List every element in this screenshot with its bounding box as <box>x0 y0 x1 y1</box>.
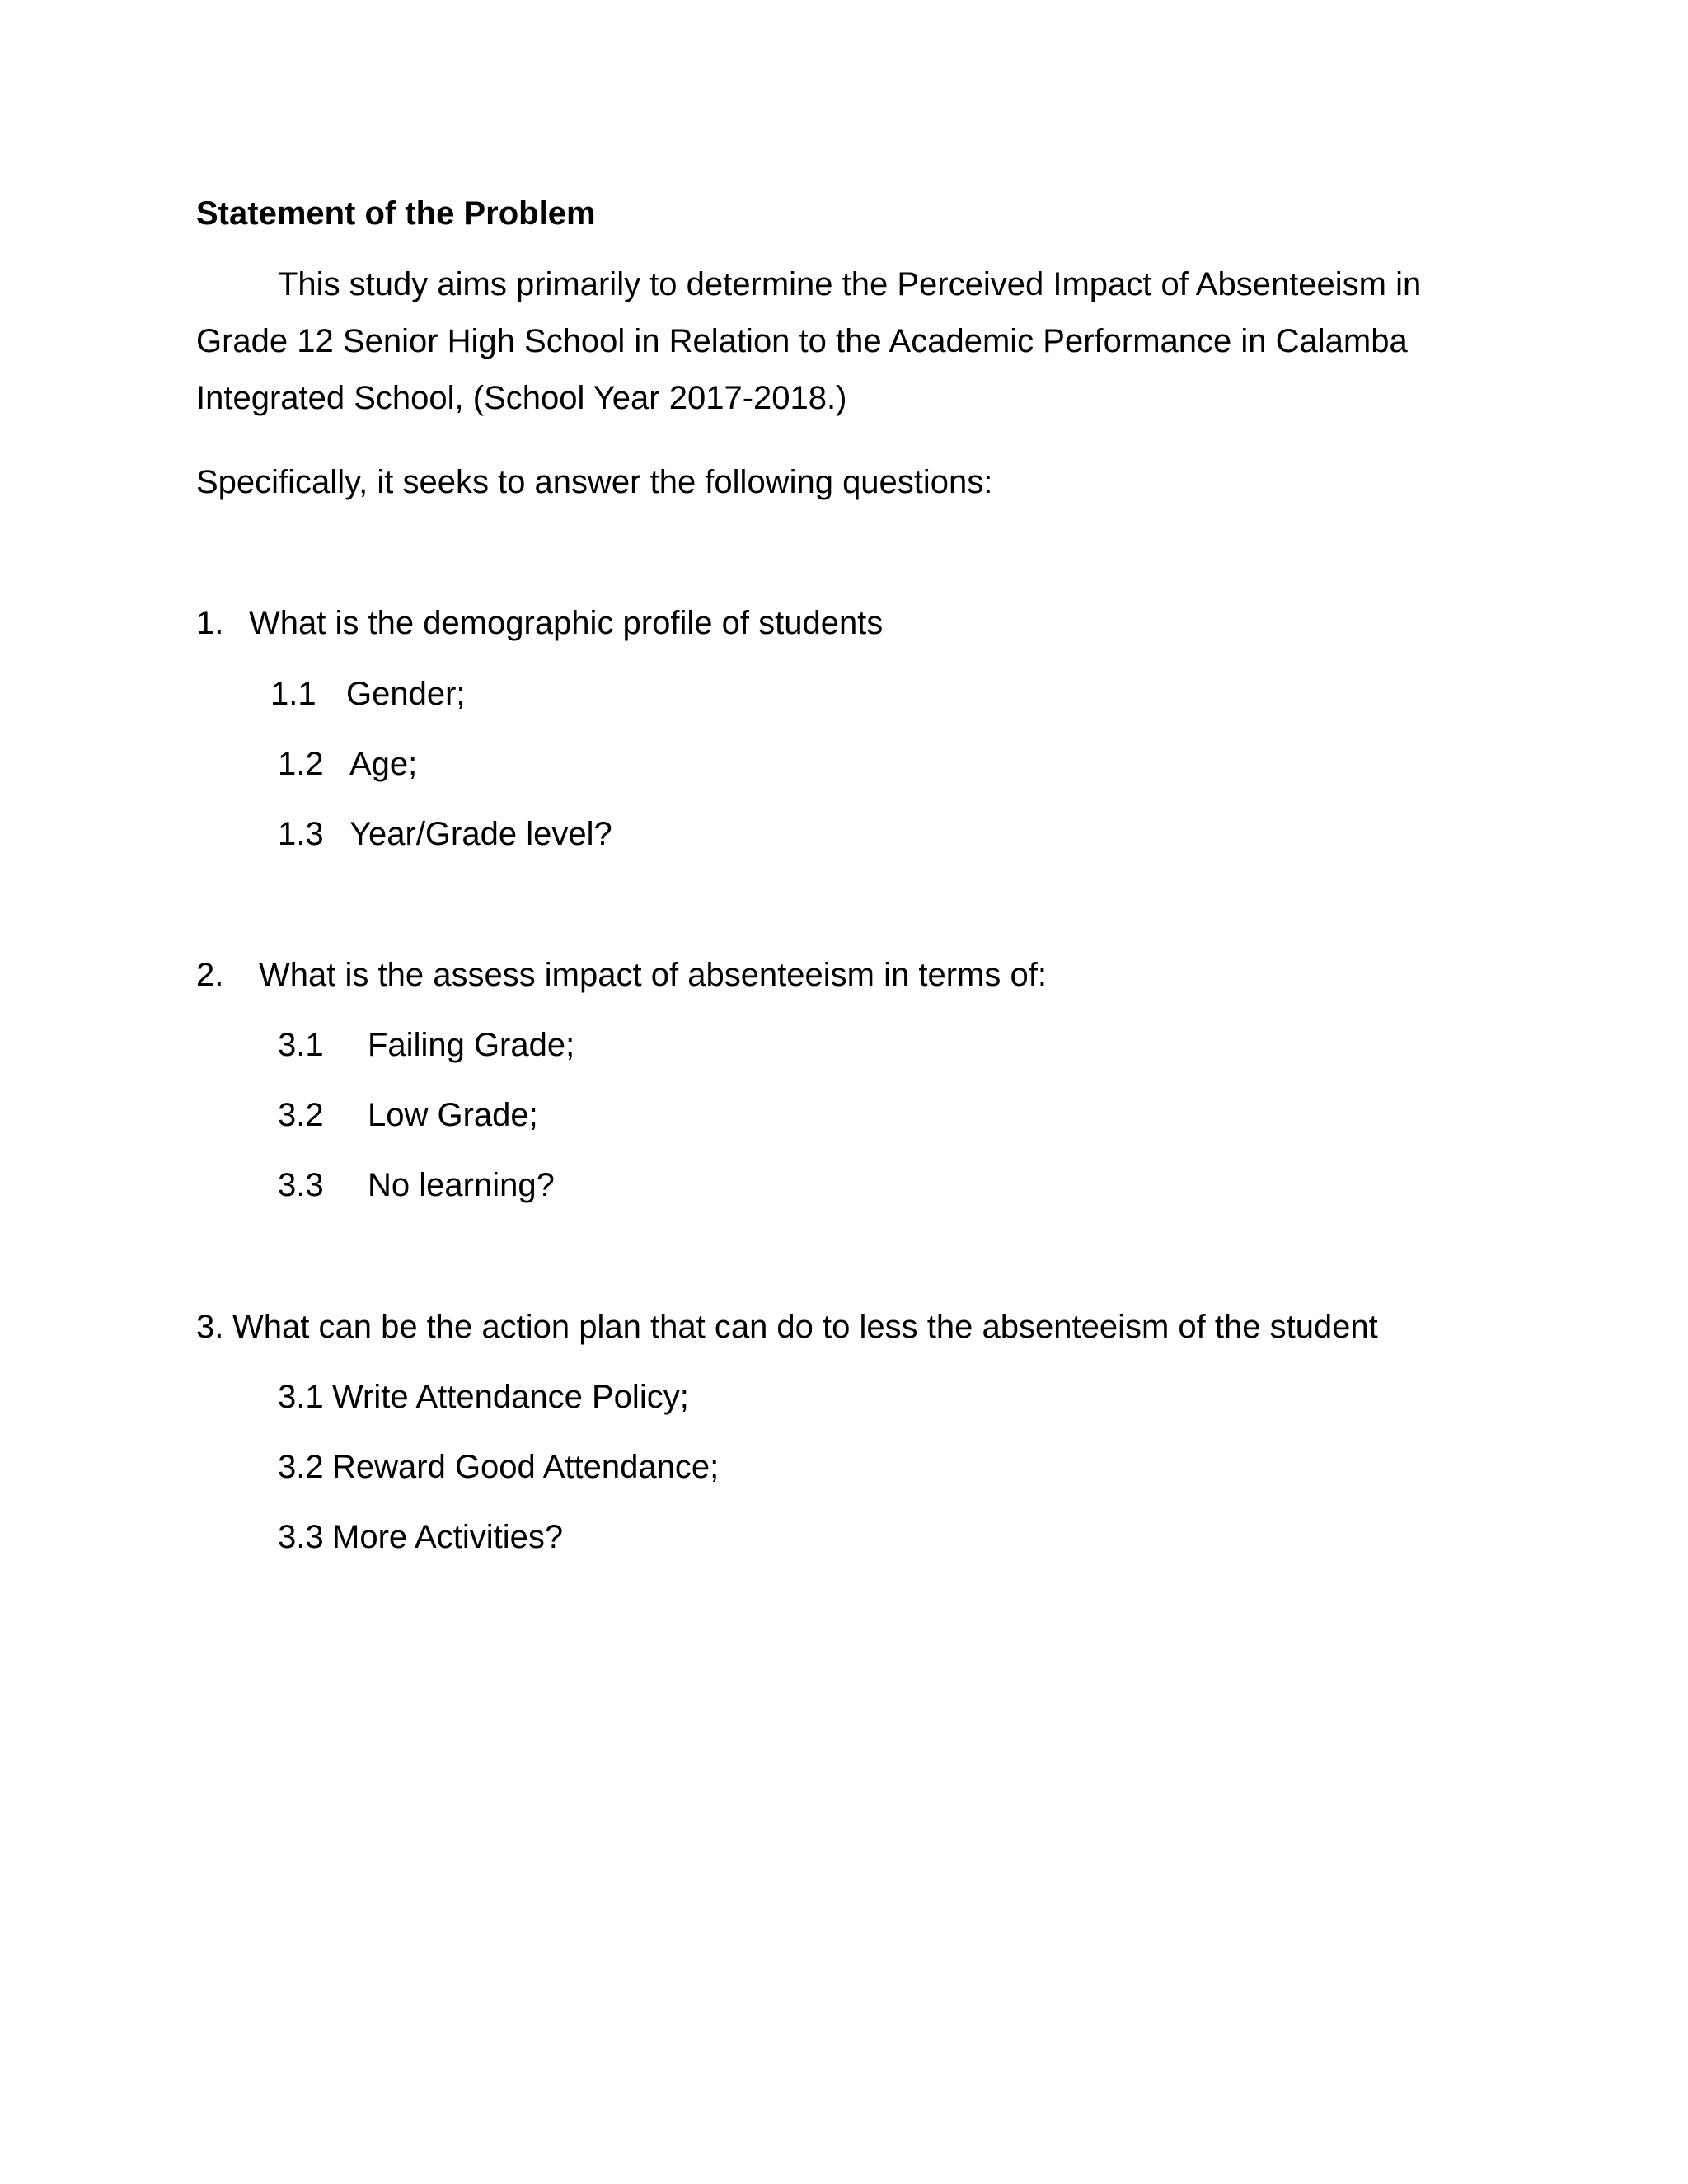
question-2-subitem-1 <box>278 1025 574 1065</box>
subitem-number: 1.1 <box>270 676 316 712</box>
question-3-subitem-2 <box>278 1447 719 1487</box>
question-text: What is the demographic profile of students <box>249 605 884 641</box>
question-1-subitem-1 <box>270 674 466 714</box>
intro-paragraph-line-1: This study aims primarily to determine the Perceived Impact of Absenteeism in <box>278 266 1422 302</box>
question-1 <box>196 603 883 643</box>
question-1-subitem-2 <box>278 744 417 784</box>
subitem-text: Failing Grade; <box>368 1027 575 1063</box>
subitem-number: 3.2 <box>278 1449 324 1485</box>
question-2 <box>196 955 1047 995</box>
intro-paragraph-line-2: Grade 12 Senior High School in Relation to the Academic Performance in Calamba <box>196 323 1408 359</box>
subitem-text: More Activities? <box>332 1519 564 1555</box>
subitem-text: Reward Good Attendance; <box>332 1449 720 1485</box>
subitem-number: 3.2 <box>278 1097 324 1133</box>
question-3 <box>196 1307 1378 1347</box>
question-2-subitem-3 <box>278 1165 555 1205</box>
subitem-number: 3.3 <box>278 1167 324 1203</box>
question-3-subitem-1 <box>278 1377 689 1417</box>
intro-paragraph-line-3: Integrated School, (School Year 2017-2018.) <box>196 380 847 416</box>
subitem-number: 3.1 <box>278 1027 324 1063</box>
subitem-number: 1.3 <box>278 816 324 852</box>
lead-in-sentence: Specifically, it seeks to answer the following questions: <box>196 464 993 500</box>
question-text: What can be the action plan that can do to less the absenteeism of the student <box>232 1309 1378 1345</box>
question-2-subitem-2 <box>278 1095 538 1135</box>
question-1-subitem-3 <box>278 814 612 854</box>
question-number: 2. <box>196 957 224 993</box>
subitem-text: Write Attendance Policy; <box>332 1379 689 1415</box>
question-number: 3. <box>196 1309 224 1345</box>
subitem-text: Year/Grade level? <box>349 816 612 852</box>
subitem-text: Age; <box>349 746 418 782</box>
question-3-subitem-3 <box>278 1517 563 1557</box>
section-heading: Statement of the Problem <box>196 195 596 232</box>
subitem-text: No learning? <box>368 1167 555 1203</box>
subitem-number: 1.2 <box>278 746 324 782</box>
subitem-text: Low Grade; <box>368 1097 538 1133</box>
subitem-number: 3.3 <box>278 1519 324 1555</box>
subitem-text: Gender; <box>346 676 466 712</box>
question-text: What is the assess impact of absenteeism in terms of: <box>259 957 1047 993</box>
question-number: 1. <box>196 605 224 641</box>
subitem-number: 3.1 <box>278 1379 324 1415</box>
